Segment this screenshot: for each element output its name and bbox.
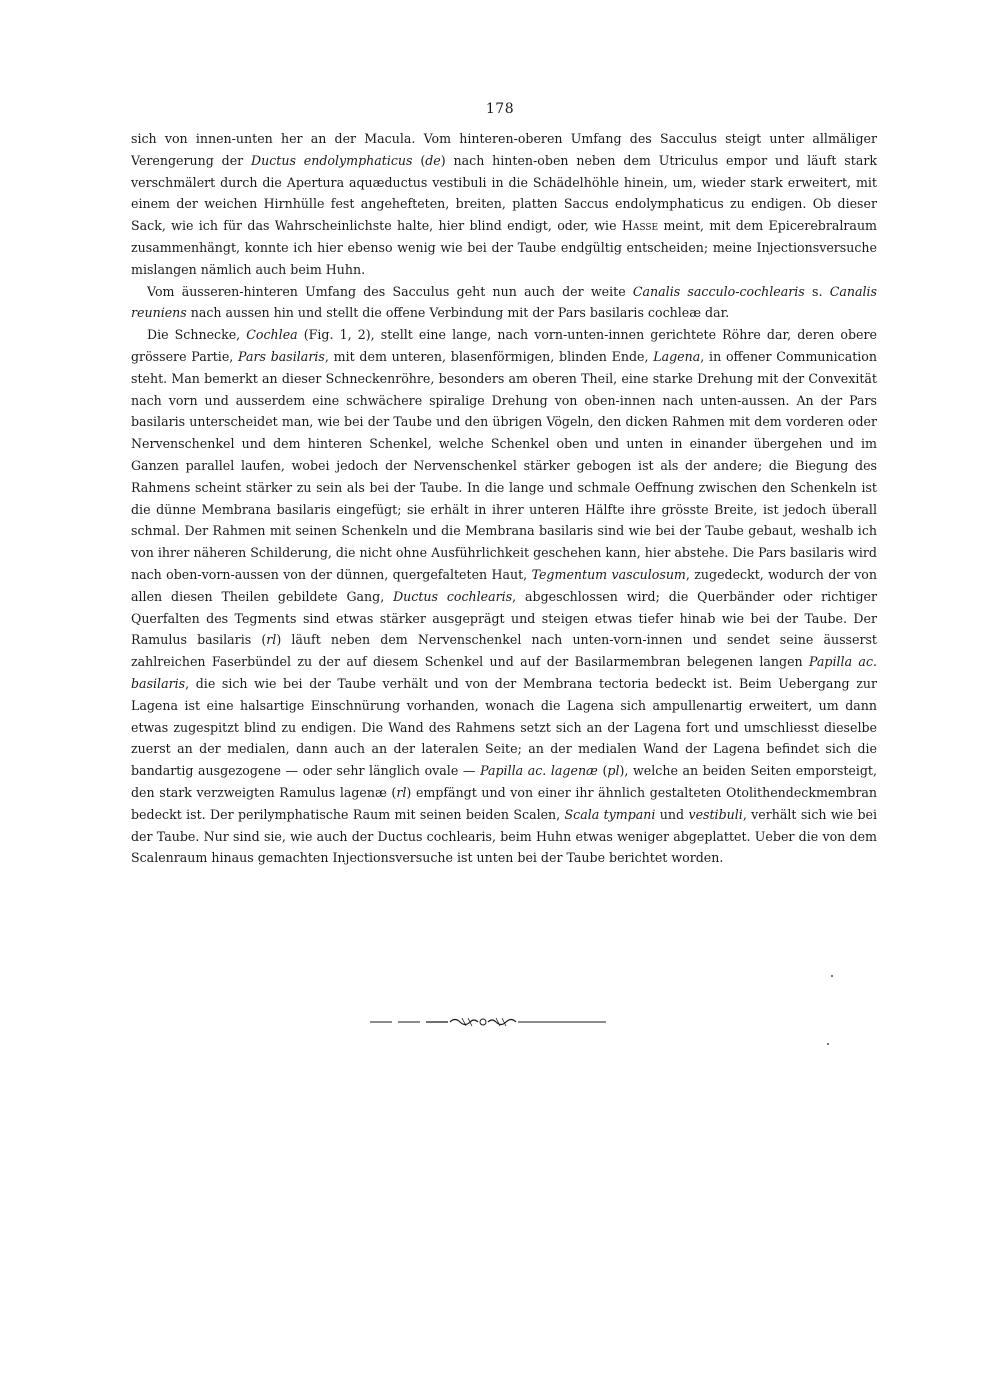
italic-term: de — [425, 152, 441, 168]
paragraph — [131, 281, 877, 325]
italic-term: Scala tympani — [564, 806, 656, 822]
text-run: , abgeschlossen wird; die Querbänder oder richtiger Querfalten des Tegments sind etwas stärker ausgeprägt und steigen etwas tiefer hinab wie bei der Taube. Der Ramulus basilaris ( — [131, 588, 877, 648]
text-run: ( — [412, 152, 426, 168]
italic-term: rl — [396, 784, 407, 800]
text-run: ) empfängt und von einer ihr ähnlich gestalteten Otolithendeckmembran bedeckt ist. Der perilymphatische Raum mit seinen beiden Scalen, — [131, 784, 878, 822]
italic-term: Cochlea — [246, 327, 298, 343]
text-run: , die sich wie bei der Taube verhält und von der Membrana tectoria bedeckt ist. Beim Uebergang zur Lagena ist eine halsartige Einschnürung vorhanden, wonach die Lagena sich ampullenartig erweitert, um dann etwas zugespitzt blind zu endigen. Die Wand des Rahmens setzt sich an der Lagena fort und umschliesst dieselbe zuerst an der medialen, dann auch an der lateralen Seite; an der medialen Wand der Lagena befindet sich die bandartig ausgezogene — oder sehr länglich ovale — — [131, 675, 877, 779]
italic-term: Canalis reuniens — [131, 283, 878, 321]
text-run: Vom äusseren-hinteren Umfang des Sacculus geht nun auch der weite — [147, 283, 633, 299]
italic-term: Lagena — [653, 348, 701, 364]
body-text — [131, 128, 877, 869]
italic-term: vestibuli — [688, 806, 743, 822]
text-run: s. — [804, 283, 830, 299]
italic-term: Pars basilaris — [238, 348, 325, 364]
text-run: , mit dem unteren, blasenförmigen, blinden Ende, — [324, 348, 654, 364]
text-run: ) läuft neben dem Nervenschenkel nach unten-vorn-innen und sendet seine äusserst zahlreichen Faserbündel zu der auf diesem Schenkel und auf der Basilarmembran belegenen langen — [131, 632, 877, 670]
text-run: und — [655, 806, 689, 822]
text-run: ) nach hinten-oben neben dem Utriculus empor und läuft stark verschmälert durch die Apertura aquæductus vestibuli in die Schädelhöhle hinein, um, wieder stark erweitert, mit einem der weichen Hirnhülle fest angehefteten, breiten, platten Saccus endolymphaticus zu endigen. Ob dieser Sack, wie ich für das Wahrscheinlichste halte, hier blind endigt, oder, wie — [131, 152, 877, 234]
text-run: (Fig. 1, 2), stellt eine lange, nach vorn-unten-innen gerichtete Röhre dar, deren obere grössere Partie, — [131, 327, 877, 364]
italic-term: Tegmentum vasculosum — [531, 566, 686, 582]
stray-mark — [831, 975, 833, 977]
italic-term: pl — [607, 763, 620, 779]
paragraph — [131, 128, 877, 281]
text-run: Die Schnecke, — [147, 327, 247, 343]
text-run: meint, mit dem Epicerebralraum zusammenhängt, konnte ich hier ebenso wenig wie bei der Taube endgültig entscheiden; meine Injectionsversuche mislangen nämlich auch beim Huhn. — [131, 218, 877, 277]
text-run: sich von innen-unten her an der Macula. Vom hinteren-oberen Umfang des Sacculus steigt unter allmäliger Verengerung der — [131, 131, 877, 168]
text-run: nach aussen hin und stellt die offene Verbindung mit der Pars basilaris cochleæ dar. — [186, 305, 730, 321]
decorative-rule-icon — [370, 1015, 606, 1029]
page-number: 178 — [485, 101, 515, 117]
paragraph — [131, 324, 877, 869]
italic-term: Canalis sacculo-cochlearis — [632, 283, 805, 299]
author-name: Hasse — [621, 218, 659, 234]
italic-term: Ductus cochlearis — [393, 588, 513, 604]
text-run: ( — [597, 763, 608, 779]
italic-term: Papilla ac. lagenæ — [480, 763, 598, 779]
text-run: , in offener Communication steht. Man bemerkt an dieser Schneckenröhre, besonders am oberen Theil, eine starke Drehung mit der Convexität nach vorn und ausserdem eine schwächere spiralige Drehung von oben-innen nach unten-aussen. An der Pars basilaris unterscheidet man, wie bei der Taube und den übrigen Vögeln, den dicken Rahmen mit dem vorderen oder Nervenschenkel und dem hinteren Schenkel, welche Schenkel oben und unten in einander übergehen und im Ganzen parallel laufen, wobei jedoch der Nervenschenkel stärker gebogen ist als der andere; die Biegung des Rahmens scheint stärker zu sein als bei der Taube. In die lange und schmale Oeffnung zwischen den Schenkeln ist die dünne Membrana basilaris eingefügt; sie erhält in ihrer unteren Hälfte ihre grösste Breite, ist jedoch überall schmal. Der Rahmen mit seinen Schenkeln und die Membrana basilaris sind wie bei der Taube gebaut, weshalb ich von ihrer näheren Schilderung, die nicht ohne Ausführlichkeit geschehen kann, hier abstehe. Die Pars basilaris wird nach oben-vorn-aussen von der dünnen, quergefalteten Haut, — [131, 348, 877, 582]
text-run: ), welche an beiden Seiten emporsteigt, den stark verzweigten Ramulus lagenæ ( — [131, 763, 877, 800]
stray-mark — [827, 1043, 829, 1045]
italic-term: Ductus endolymphaticus — [251, 152, 413, 168]
italic-term: rl — [266, 632, 277, 648]
text-run: , zugedeckt, wodurch der von allen diesen Theilen gebildete Gang, — [131, 566, 877, 604]
text-run: , verhält sich wie bei der Taube. Nur sind sie, wie auch der Ductus cochlearis, beim Huhn etwas weniger abgeplattet. Ueber die von dem Scalenraum hinaus gemachten Injectionsversuche ist unten bei der Taube berichtet worden. — [131, 806, 877, 866]
italic-term: Papilla ac. basilaris — [131, 654, 877, 691]
